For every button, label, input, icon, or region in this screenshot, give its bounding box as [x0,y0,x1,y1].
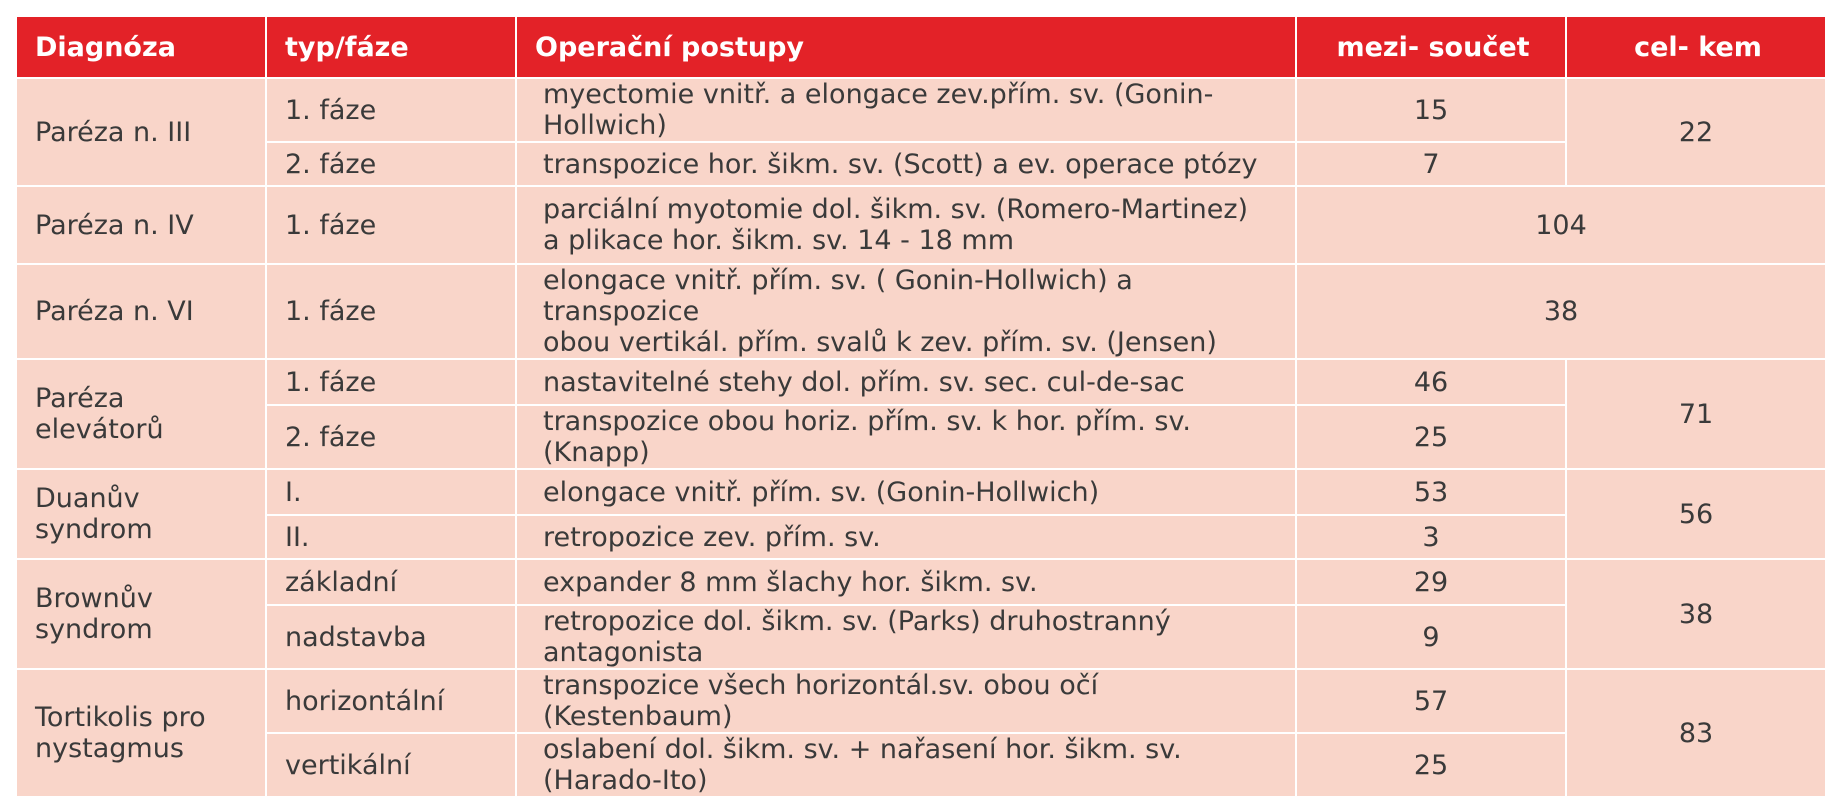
subtotal-cell: 29 [1296,559,1566,605]
type-cell: vertikální [266,733,516,797]
subtotal-cell: 53 [1296,469,1566,515]
diagnosis-cell: Paréza elevátorů [16,359,266,469]
table-row [16,469,1826,515]
procedure-cell: elongace vnitř. přím. sv. ( Gonin-Hollwich) a transpozice obou vertikál. přím. svalů k zev. přím. sv. (Jensen) [516,264,1296,359]
procedure-cell: oslabení dol. šikm. sv. + nařasení hor. šikm. sv. (Harado-Ito) [516,733,1296,797]
type-cell: 1. fáze [266,359,516,405]
subtotal-cell: 15 [1296,78,1566,142]
type-cell: 1. fáze [266,264,516,359]
type-cell: II. [266,515,516,559]
table-row [16,405,1826,469]
type-cell: nadstavba [266,605,516,669]
header-diagnosis: Diagnóza [16,16,266,78]
surgery-table [15,15,1827,798]
total-cell: 22 [1566,78,1826,186]
subtotal-cell: 7 [1296,142,1566,186]
diagnosis-cell: Paréza n. VI [16,264,266,359]
total-cell: 71 [1566,359,1826,469]
procedure-cell: expander 8 mm šlachy hor. šikm. sv. [516,559,1296,605]
table-row [16,559,1826,605]
diagnosis-cell: Tortikolis pro nystagmus [16,669,266,797]
diagnosis-cell: Paréza n. III [16,78,266,186]
total-cell: 38 [1566,559,1826,669]
procedure-cell: retropozice zev. přím. sv. [516,515,1296,559]
type-cell: I. [266,469,516,515]
header-row [16,16,1826,78]
procedure-cell: transpozice hor. šikm. sv. (Scott) a ev. operace ptózy [516,142,1296,186]
header-type: typ/fáze [266,16,516,78]
table-row [16,515,1826,559]
subtotal-cell: 25 [1296,733,1566,797]
table-row [16,605,1826,669]
table-body [16,78,1826,797]
total-cell: 83 [1566,669,1826,797]
table-row [16,359,1826,405]
diagnosis-cell: Duanův syndrom [16,469,266,559]
table-row [16,78,1826,142]
total-cell: 38 [1296,264,1826,359]
table-row [16,733,1826,797]
header-subtotal: mezi- součet [1296,16,1566,78]
subtotal-cell: 25 [1296,405,1566,469]
table-row [16,264,1826,359]
table-row [16,669,1826,733]
table-row [16,142,1826,186]
total-cell: 56 [1566,469,1826,559]
type-cell: 1. fáze [266,78,516,142]
procedure-cell: retropozice dol. šikm. sv. (Parks) druhostranný antagonista [516,605,1296,669]
procedure-cell: myectomie vnitř. a elongace zev.přím. sv. (Gonin-Hollwich) [516,78,1296,142]
diagnosis-cell: Paréza n. IV [16,186,266,264]
procedure-cell: parciální myotomie dol. šikm. sv. (Romero-Martinez) a plikace hor. šikm. sv. 14 - 18 mm [516,186,1296,264]
type-cell: 2. fáze [266,405,516,469]
header-total: cel- kem [1566,16,1826,78]
subtotal-cell: 9 [1296,605,1566,669]
procedure-cell: transpozice všech horizontál.sv. obou očí (Kestenbaum) [516,669,1296,733]
type-cell: 2. fáze [266,142,516,186]
type-cell: základní [266,559,516,605]
type-cell: horizontální [266,669,516,733]
total-cell: 104 [1296,186,1826,264]
subtotal-cell: 57 [1296,669,1566,733]
subtotal-cell: 3 [1296,515,1566,559]
procedure-cell: transpozice obou horiz. přím. sv. k hor. přím. sv. (Knapp) [516,405,1296,469]
type-cell: 1. fáze [266,186,516,264]
procedure-cell: elongace vnitř. přím. sv. (Gonin-Hollwich) [516,469,1296,515]
header-procedures: Operační postupy [516,16,1296,78]
table-row [16,186,1826,264]
procedure-cell: nastavitelné stehy dol. přím. sv. sec. cul-de-sac [516,359,1296,405]
subtotal-cell: 46 [1296,359,1566,405]
diagnosis-cell: Brownův syndrom [16,559,266,669]
